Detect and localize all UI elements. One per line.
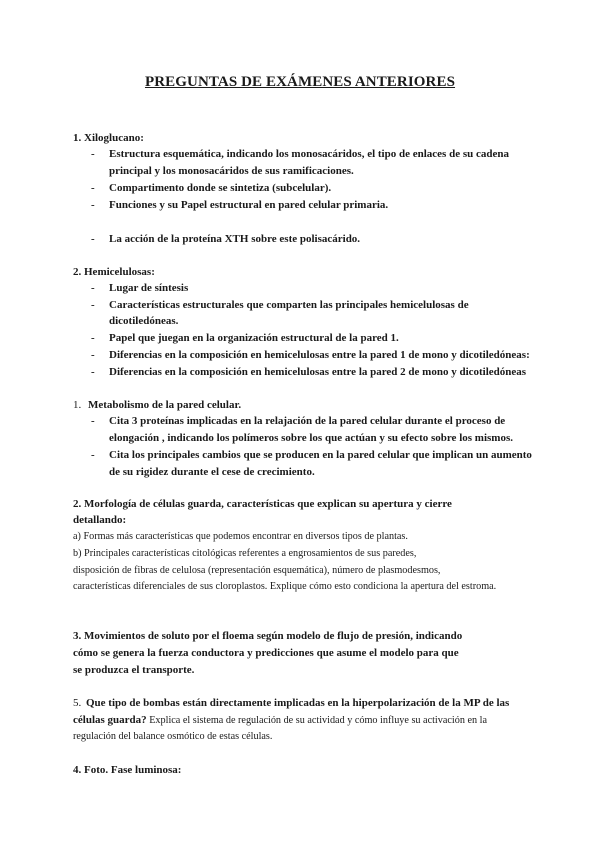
bullet-dash: - [91, 349, 95, 361]
section-heading-continuation: detallando: [73, 514, 127, 526]
list-item: Diferencias en la composición en hemicelulosas entre la pared 1 de mono y dicotiledóneas: [109, 349, 530, 361]
paragraph-line: a) Formas más características que podemos encontrar en diversos tipos de plantas. [73, 531, 408, 542]
bullet-dash: - [91, 233, 95, 245]
bullet-dash: - [91, 199, 95, 211]
list-item: Estructura esquemática, indicando los monosacáridos, el tipo de enlaces de su cadena [109, 148, 509, 160]
list-item: Características estructurales que comparten las principales hemicelulosas de [109, 299, 469, 311]
page-title: PREGUNTAS DE EXÁMENES ANTERIORES [144, 74, 456, 90]
list-item: Funciones y su Papel estructural en pared celular primaria. [109, 199, 389, 211]
section-heading-floema: 3. Movimientos de soluto por el floema según modelo de flujo de presión, indicando [73, 630, 463, 642]
bullet-dash: - [91, 148, 95, 160]
bullet-dash: - [91, 366, 95, 378]
bullet-dash: - [91, 282, 95, 294]
list-item: Papel que juegan en la organización estructural de la pared 1. [109, 332, 399, 344]
paragraph-line: características diferenciales de sus cloroplastos. Explique cómo esto condiciona la apertura del estroma. [73, 581, 497, 592]
paragraph-line [73, 713, 487, 728]
paragraph-line: regulación del balance osmótico de estas células. [73, 731, 273, 742]
section-number: 5. [73, 697, 82, 709]
list-item: La acción de la proteína XTH sobre este polisacárido. [109, 233, 361, 245]
section-heading-fase-luminosa: 4. Foto. Fase luminosa: [73, 764, 182, 776]
list-item: elongación , indicando los polímeros sobre los que actúan y su efecto sobre los mismos. [109, 432, 513, 444]
list-item: Compartimento donde se sintetiza (subcelular). [109, 182, 332, 194]
paragraph-line: cómo se genera la fuerza conductora y predicciones que asume el modelo para que [73, 647, 459, 659]
paragraph-line: se produzca el transporte. [73, 664, 195, 676]
list-item: principal y los monosacáridos de sus ramificaciones. [109, 165, 354, 177]
bullet-dash: - [91, 332, 95, 344]
bullet-dash: - [91, 182, 95, 194]
list-item: Cita los principales cambios que se producen en la pared celular que implican un aumento [109, 449, 532, 461]
bullet-dash: - [91, 449, 95, 461]
bold-question: células guarda? [73, 714, 147, 726]
list-item: Diferencias en la composición en hemicelulosas entre la pared 2 de mono y dicotiledóneas [109, 366, 527, 378]
section-heading-hemicelulosas: 2. Hemicelulosas: [73, 266, 155, 278]
question-continuation: Explica el sistema de regulación de su actividad y cómo influye su activación en la [146, 715, 487, 726]
bullet-dash: - [91, 415, 95, 427]
paragraph-line: b) Principales características citológicas referentes a engrosamientos de sus paredes, [73, 548, 417, 559]
list-item: de su rigidez durante el cese de crecimiento. [109, 466, 315, 478]
list-item: Cita 3 proteínas implicadas en la relajación de la pared celular durante el proceso de [109, 415, 506, 427]
section-heading-bombas: Que tipo de bombas están directamente implicadas en la hiperpolarización de la MP de las [86, 697, 510, 709]
paragraph-line: disposición de fibras de celulosa (representación esquemática), número de plasmodesmos, [73, 565, 441, 576]
section-number: 1. [73, 399, 82, 411]
section-heading-xiloglucano: 1. Xiloglucano: [73, 132, 144, 144]
bullet-dash: - [91, 299, 95, 311]
list-item: dicotiledóneas. [109, 315, 179, 327]
section-heading-metabolismo: Metabolismo de la pared celular. [88, 399, 242, 411]
list-item: Lugar de síntesis [109, 282, 189, 294]
section-heading-celulas-guarda: 2. Morfología de células guarda, características que explican su apertura y cierre [73, 498, 452, 510]
